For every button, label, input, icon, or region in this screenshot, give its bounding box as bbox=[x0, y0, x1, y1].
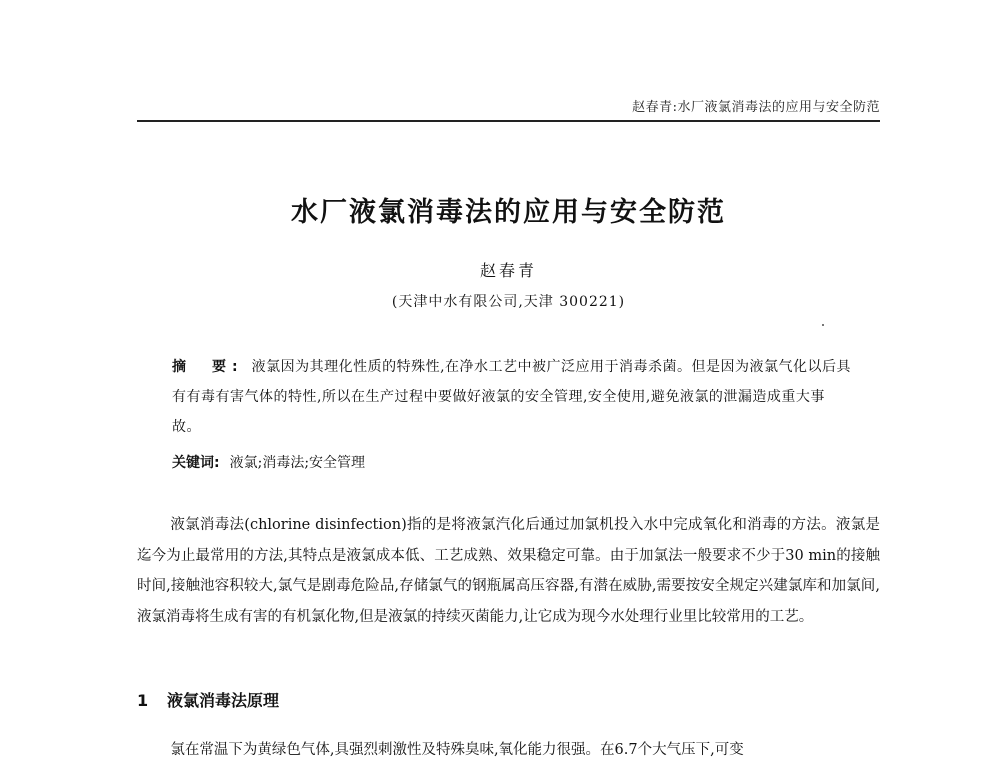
abstract-label: 摘 要: bbox=[172, 359, 244, 375]
abstract-block bbox=[172, 352, 852, 442]
keywords-text: 液氯;消毒法;安全管理 bbox=[229, 455, 366, 471]
section-title: 液氯消毒法原理 bbox=[167, 691, 280, 710]
author-name: 赵春青 bbox=[479, 261, 537, 280]
section-paragraph-first-line: 氯在常温下为黄绿色气体,具强烈刺激性及特殊臭味,氧化能力很强。在6.7个大气压下,可变 bbox=[170, 742, 744, 758]
section-number: 1 bbox=[137, 691, 149, 710]
paper-title: 水厂液氯消毒法的应用与安全防范 bbox=[291, 197, 726, 228]
header-rule bbox=[137, 120, 880, 122]
intro-paragraph: 液氯消毒法(chlorine disinfection)指的是将液氯汽化后通过加氯机投入水中完成氧化和消毒的方法。液氯是迄今为止最常用的方法,其特点是液氯成本低、工艺成熟、效果稳定可靠。由于加氯法一般要求不少于30 min的接触时间,接触池容积较大,氯气是剧毒危险品,存储氯气的钢瓶属高压容器,有潜在威胁,需要按安全规定兴建氯库和加氯间,液氯消毒将生成有害的有机氯化物,但是液氯的持续灭菌能力,让它成为现今水处理行业里比较常用的工艺。 bbox=[137, 517, 880, 625]
running-header: 赵春青:水厂液氯消毒法的应用与安全防范 bbox=[632, 100, 880, 115]
abstract-text: 液氯因为其理化性质的特殊性,在净水工艺中被广泛应用于消毒杀菌。但是因为液氯气化以后具有有毒有害气体的特性,所以在生产过程中要做好液氯的安全管理,安全使用,避免液氯的泄漏造成重大事故。 bbox=[172, 359, 852, 435]
author-affiliation: (天津中水有限公司,天津 300221) bbox=[391, 294, 626, 310]
section-heading bbox=[137, 688, 880, 711]
keywords-label: 关键词: bbox=[172, 455, 220, 471]
keywords-block bbox=[172, 450, 852, 476]
scan-speck bbox=[822, 324, 824, 326]
